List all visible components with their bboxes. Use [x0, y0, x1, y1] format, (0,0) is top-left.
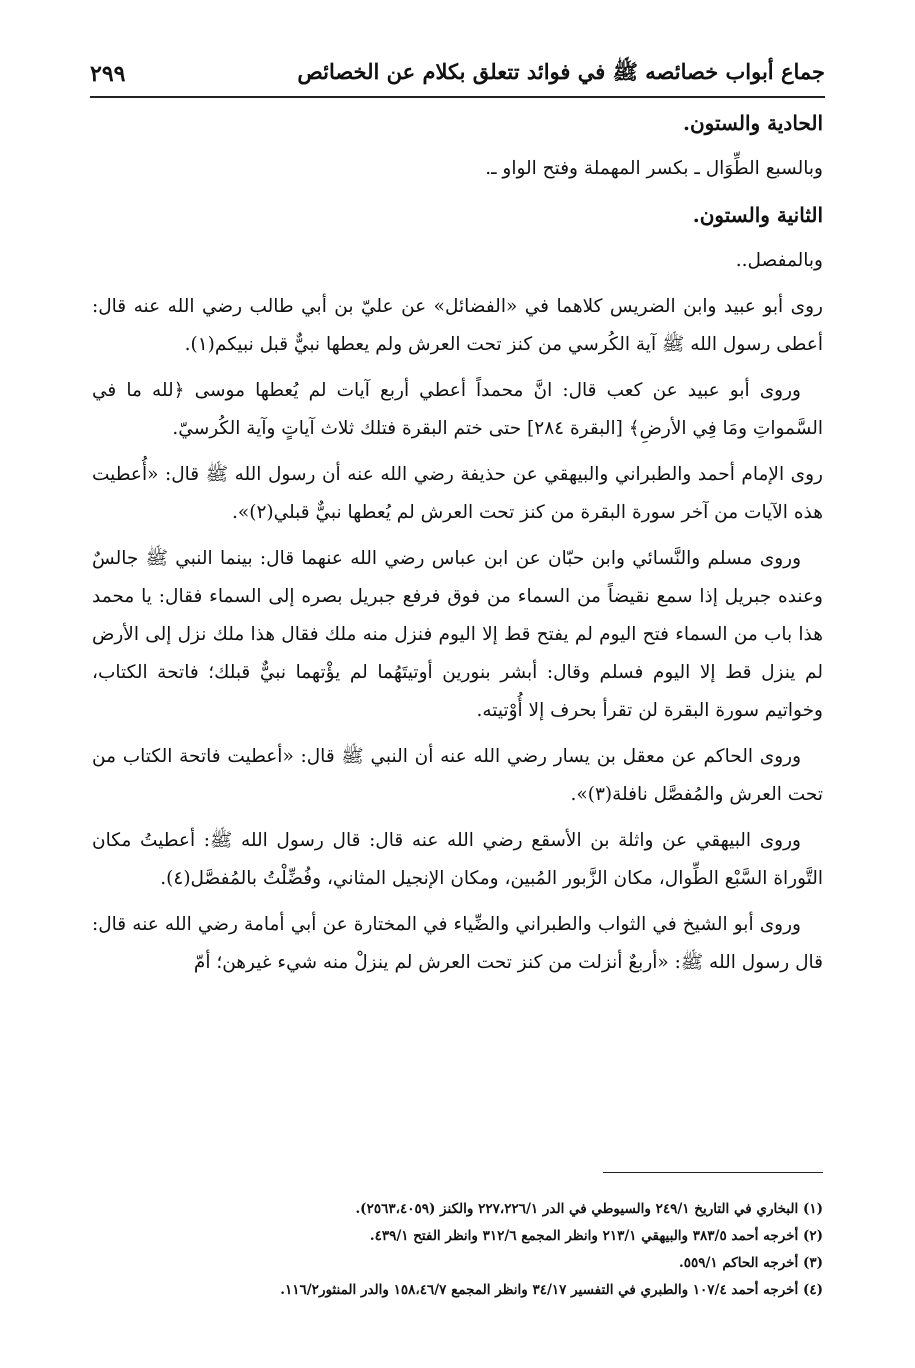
footnote: (٢) أخرجه أحمد ٣٨٣/٥ والبيهقي ٢١٣/١ وانظر المجمع ٣١٢/٦ وانظر الفتح ٤٣٩/١. — [369, 1228, 823, 1244]
footnote: (١) البخاري في التاريخ ٢٤٩/١ والسيوطي في الدر ٢٢٧،٢٢٦/١ والكنز (٢٥٦٣،٤٠٥٩). — [355, 1201, 823, 1217]
paragraph: روى الإمام أحمد والطبراني والبيهقي عن حذيفة رضي الله عنه أن رسول الله ﷺ قال: «أُعطيت هذه الآيات من آخر سورة البقرة من كنز تحت العرش لم يُعطها نبيٌّ قبلي(٢)». — [92, 464, 823, 523]
paragraph: وروى مسلم والنَّسائي وابن حبّان عن ابن عباس رضي الله عنهما قال: بينما النبي ﷺ جالسٌ وعنده جبريل إذا سمع نقيضاً من السماء من فوق فرفع جبريل بصره إلى السماء فقال: يا محمد هذا باب من السماء فتح اليوم لم يفتح قط إلا اليوم فنزل منه ملك فقال هذا ملك نزل إلى الأرض لم ينزل قط إلا اليوم فسلم وقال: أبشر بنورين أوتيتَهُما لم يؤْتهما نبيٌّ قبلك؛ فاتحة الكتاب، وخواتيم سورة البقرة لن تقرأ بحرف إلا أُوْتيته. — [92, 548, 823, 721]
footnote-rule — [603, 1172, 823, 1173]
header-rule — [90, 96, 825, 98]
paragraph: وروى البيهقي عن واثلة بن الأسقع رضي الله عنه قال: قال رسول الله ﷺ: أعطيتُ مكان التَّوراة السَّبْع الطِّوال، مكان الزَّبور المُبين، ومكان الإنجيل المثاني، وفُضِّلْتُ بالمُفصَّل(٤). — [92, 830, 823, 889]
paragraph: وروى أبو الشيخ في الثواب والطبراني والضِّياء في المختارة عن أبي أمامة رضي الله عنه قال: قال رسول الله ﷺ: «أربعٌ أنزلت من كنز تحت العرش لم ينزلْ منه شيء غيرهن؛ أمّ — [92, 914, 823, 973]
paragraph: روى أبو عبيد وابن الضريس كلاهما في «الفضائل» عن عليّ بن أبي طالب رضي الله عنه قال: أعطى رسول الله ﷺ آية الكُرسي من كنز تحت العرش ولم يعطها نبيٌّ قبل نبيكم(١). — [92, 296, 823, 355]
page-number: ٢٩٩ — [90, 61, 126, 87]
footnote: (٣) أخرجه الحاكم ٥٥٩/١. — [678, 1255, 823, 1271]
footnote: (٤) أخرجه أحمد ١٠٧/٤ والطبري في التفسير ٣٤/١٧ وانظر المجمع ١٥٨،٤٦/٧ والدر المنثور١١٦/٢. — [280, 1282, 823, 1298]
running-header — [90, 52, 825, 96]
paragraph: وبالمفصل.. — [735, 250, 823, 271]
paragraph: وروى أبو عبيد عن كعب قال: انَّ محمداً أعطي أربع آيات لم يُعطها موسى ﴿لله ما في السَّمواتِ ومَا فِي الأرضِ﴾ [البقرة ٢٨٤] حتى ختم البقرة فتلك ثلاث آياتٍ وآية الكُرسيّ. — [92, 380, 823, 439]
paragraph: وبالسبع الطِّوَال ـ بكسر المهملة وفتح الواو ـ. — [485, 158, 823, 179]
paragraph: وروى الحاكم عن معقل بن يسار رضي الله عنه أن النبي ﷺ قال: «أعطيت فاتحة الكتاب من تحت العرش والمُفصَّل نافلة(٣)». — [92, 746, 823, 805]
section-heading: الحادية والستون. — [683, 111, 823, 135]
section-heading: الثانية والستون. — [692, 203, 823, 227]
main-text — [92, 104, 823, 1154]
header-title: جماع أبواب خصائصه ﷺ في فوائد تتعلق بكلام عن الخصائص — [297, 58, 825, 84]
footnotes — [92, 1196, 823, 1304]
